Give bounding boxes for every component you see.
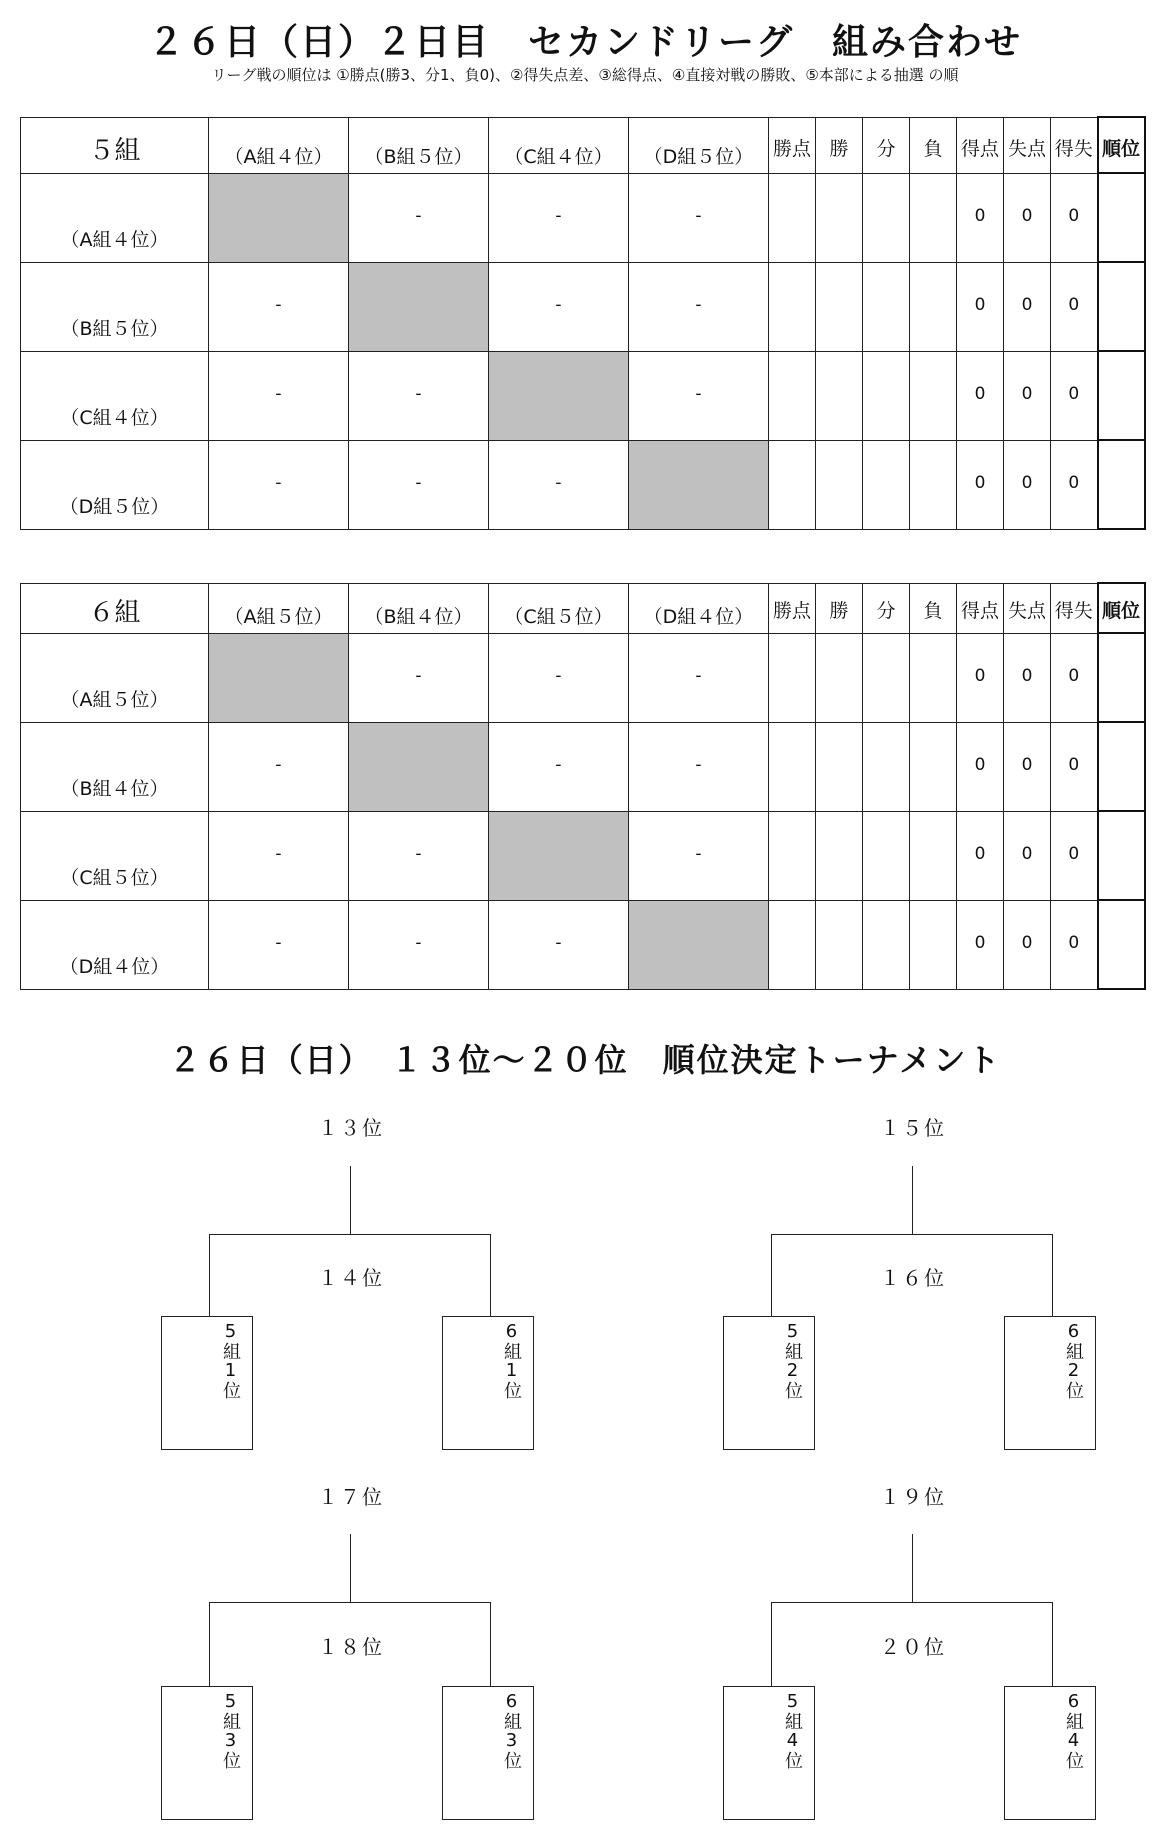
stat-header-wins: 勝	[816, 117, 863, 173]
result-cell: -	[629, 722, 769, 811]
group-name-cell	[21, 583, 209, 633]
entry-label: 6組4位	[1063, 1691, 1084, 1769]
stat-cell: 0	[1004, 351, 1051, 440]
result-cell: -	[489, 440, 629, 529]
bracket-line	[209, 1234, 491, 1235]
entry-box	[723, 1686, 815, 1820]
stat-cell	[769, 633, 816, 722]
bracket-line	[490, 1602, 491, 1686]
stat-cell	[910, 900, 957, 989]
self-match-cell	[349, 262, 489, 351]
row-label-cell: （B組５位）	[21, 262, 209, 351]
row-label-cell: （A組５位）	[21, 633, 209, 722]
stat-cell	[769, 811, 816, 900]
winner-place-label: １７位	[318, 1485, 384, 1509]
rank-header: 順位	[1098, 583, 1145, 633]
stat-cell	[816, 900, 863, 989]
table-row	[21, 900, 1145, 989]
stat-cell	[816, 173, 863, 262]
table-row	[21, 173, 1145, 262]
stat-cell	[816, 262, 863, 351]
table-row	[21, 351, 1145, 440]
row-label-cell: （C組４位）	[21, 351, 209, 440]
winner-place-label: １３位	[318, 1116, 384, 1140]
rank-cell	[1098, 351, 1145, 440]
stat-cell	[910, 262, 957, 351]
rank-cell	[1098, 173, 1145, 262]
bracket-line	[209, 1234, 210, 1316]
stat-cell	[863, 440, 910, 529]
stat-cell: 0	[957, 351, 1004, 440]
winner-place-label: １５位	[880, 1116, 946, 1140]
rank-cell	[1098, 633, 1145, 722]
result-cell: -	[209, 722, 349, 811]
loser-place-label: １４位	[318, 1266, 384, 1290]
row-label-cell: （D組４位）	[21, 900, 209, 989]
rank-cell	[1098, 440, 1145, 529]
stat-cell	[910, 811, 957, 900]
stat-cell: 0	[957, 440, 1004, 529]
stat-cell	[769, 351, 816, 440]
stat-cell	[863, 811, 910, 900]
result-cell: -	[629, 173, 769, 262]
result-cell: -	[629, 351, 769, 440]
stat-cell: 0	[957, 173, 1004, 262]
result-cell: -	[629, 262, 769, 351]
bracket-line	[771, 1602, 772, 1686]
entry-label: 6組1位	[501, 1321, 522, 1399]
stat-cell: 0	[957, 811, 1004, 900]
stat-cell: 0	[1004, 440, 1051, 529]
stat-header-goals-against: 失点	[1004, 583, 1051, 633]
stat-header-wins: 勝	[816, 583, 863, 633]
bracket-line	[490, 1234, 491, 1316]
stat-header-losses: 負	[910, 117, 957, 173]
entry-label: 6組3位	[501, 1691, 522, 1769]
opponent-header: （B組５位）	[349, 117, 489, 173]
group-name: ５組	[88, 135, 141, 166]
result-cell: -	[489, 722, 629, 811]
result-cell: -	[349, 440, 489, 529]
stat-cell	[910, 351, 957, 440]
stat-cell	[816, 351, 863, 440]
stat-cell	[769, 173, 816, 262]
opponent-header: （D組４位）	[629, 583, 769, 633]
stat-header-goal-diff: 得失	[1051, 583, 1098, 633]
stat-cell: 0	[1051, 811, 1098, 900]
rank-cell	[1098, 722, 1145, 811]
stat-cell	[816, 811, 863, 900]
bracket-line	[1052, 1234, 1053, 1316]
entry-box	[1004, 1686, 1096, 1820]
stat-cell	[816, 633, 863, 722]
rank-cell	[1098, 262, 1145, 351]
row-label-cell: （A組４位）	[21, 173, 209, 262]
entry-box	[161, 1686, 253, 1820]
self-match-cell	[489, 351, 629, 440]
stat-cell	[769, 440, 816, 529]
table-row	[21, 262, 1145, 351]
stat-header-points: 勝点	[769, 117, 816, 173]
ranking-rule-note: リーグ戦の順位は ①勝点(勝3、分1、負0)、②得失点差、③総得点、④直接対戦の勝敗、⑤本部による抽選 の順	[211, 66, 959, 84]
stat-header-goals-for: 得点	[957, 583, 1004, 633]
table-row	[21, 633, 1145, 722]
stat-header-goals-for: 得点	[957, 117, 1004, 173]
entry-box	[723, 1316, 815, 1450]
stat-cell	[769, 900, 816, 989]
stat-cell: 0	[1004, 722, 1051, 811]
stat-cell	[910, 722, 957, 811]
result-cell: -	[489, 173, 629, 262]
entry-box	[442, 1316, 534, 1450]
bracket-line	[209, 1602, 491, 1603]
result-cell: -	[209, 440, 349, 529]
self-match-cell	[349, 722, 489, 811]
rank-cell	[1098, 900, 1145, 989]
table-row	[21, 811, 1145, 900]
stat-cell	[769, 262, 816, 351]
page-title: ２６日（日）２日目 セカンドリーグ 組み合わせ	[147, 22, 1022, 63]
result-cell: -	[489, 633, 629, 722]
stat-cell: 0	[1051, 173, 1098, 262]
stat-header-losses: 負	[910, 583, 957, 633]
stat-cell	[910, 173, 957, 262]
entry-label: 5組2位	[782, 1321, 803, 1399]
result-cell: -	[349, 900, 489, 989]
stat-cell: 0	[1004, 633, 1051, 722]
stat-header-draws: 分	[863, 117, 910, 173]
entry-box	[161, 1316, 253, 1450]
result-cell: -	[349, 351, 489, 440]
rank-header: 順位	[1098, 117, 1145, 173]
bracket-line	[350, 1166, 351, 1234]
self-match-cell	[629, 440, 769, 529]
self-match-cell	[209, 173, 349, 262]
stat-cell	[910, 633, 957, 722]
self-match-cell	[489, 811, 629, 900]
bracket-line	[771, 1602, 1053, 1603]
stat-header-draws: 分	[863, 583, 910, 633]
loser-place-label: １６位	[880, 1266, 946, 1290]
stat-cell: 0	[1004, 173, 1051, 262]
table-row	[21, 440, 1145, 529]
opponent-header: （A組５位）	[209, 583, 349, 633]
bracket-line	[771, 1234, 1053, 1235]
result-cell: -	[209, 900, 349, 989]
stat-cell: 0	[1051, 440, 1098, 529]
stat-cell: 0	[1051, 900, 1098, 989]
entry-box	[442, 1686, 534, 1820]
tournament-title: ２６日（日） １３位～２０位 順位決定トーナメント	[168, 1041, 1002, 1079]
bracket-line	[912, 1534, 913, 1602]
result-cell: -	[349, 173, 489, 262]
bracket-line	[771, 1234, 772, 1316]
result-cell: -	[209, 811, 349, 900]
result-cell: -	[489, 262, 629, 351]
winner-place-label: １９位	[880, 1485, 946, 1509]
bracket-line	[209, 1602, 210, 1686]
self-match-cell	[209, 633, 349, 722]
rank-cell	[1098, 811, 1145, 900]
opponent-header: （A組４位）	[209, 117, 349, 173]
result-cell: -	[629, 633, 769, 722]
bracket-line	[912, 1166, 913, 1234]
result-cell: -	[629, 811, 769, 900]
stat-cell: 0	[1051, 262, 1098, 351]
stat-cell: 0	[1004, 262, 1051, 351]
opponent-header: （C組４位）	[489, 117, 629, 173]
result-cell: -	[489, 900, 629, 989]
stat-cell: 0	[1051, 351, 1098, 440]
stat-cell: 0	[1004, 811, 1051, 900]
row-label-cell: （C組５位）	[21, 811, 209, 900]
stat-cell	[863, 722, 910, 811]
opponent-header: （D組５位）	[629, 117, 769, 173]
table-row	[21, 722, 1145, 811]
row-label-cell: （D組５位）	[21, 440, 209, 529]
stat-cell: 0	[957, 633, 1004, 722]
stat-cell: 0	[957, 900, 1004, 989]
bracket-line	[1052, 1602, 1053, 1686]
opponent-header: （B組４位）	[349, 583, 489, 633]
entry-box	[1004, 1316, 1096, 1450]
entry-label: 5組4位	[782, 1691, 803, 1769]
self-match-cell	[629, 900, 769, 989]
loser-place-label: １８位	[318, 1635, 384, 1659]
bracket-line	[350, 1534, 351, 1602]
stat-header-goal-diff: 得失	[1051, 117, 1098, 173]
stat-cell	[769, 722, 816, 811]
entry-label: 6組2位	[1063, 1321, 1084, 1399]
stat-cell: 0	[1004, 900, 1051, 989]
stat-cell	[863, 262, 910, 351]
group-name-cell	[21, 117, 209, 173]
stat-cell	[863, 351, 910, 440]
stat-cell: 0	[957, 262, 1004, 351]
loser-place-label: ２０位	[880, 1635, 946, 1659]
result-cell: -	[349, 811, 489, 900]
entry-label: 5組1位	[220, 1321, 241, 1399]
league-table-group-6	[20, 582, 1146, 990]
opponent-header: （C組５位）	[489, 583, 629, 633]
stat-cell: 0	[1051, 722, 1098, 811]
stat-cell	[863, 900, 910, 989]
league-table-group-5	[20, 116, 1146, 530]
result-cell: -	[349, 633, 489, 722]
entry-label: 5組3位	[220, 1691, 241, 1769]
stat-cell	[863, 633, 910, 722]
group-name: ６組	[88, 597, 141, 628]
stat-cell	[816, 440, 863, 529]
result-cell: -	[209, 262, 349, 351]
stat-cell	[863, 173, 910, 262]
stat-cell: 0	[957, 722, 1004, 811]
row-label-cell: （B組４位）	[21, 722, 209, 811]
stat-cell	[816, 722, 863, 811]
result-cell: -	[209, 351, 349, 440]
stat-cell: 0	[1051, 633, 1098, 722]
stat-cell	[910, 440, 957, 529]
stat-header-goals-against: 失点	[1004, 117, 1051, 173]
stat-header-points: 勝点	[769, 583, 816, 633]
